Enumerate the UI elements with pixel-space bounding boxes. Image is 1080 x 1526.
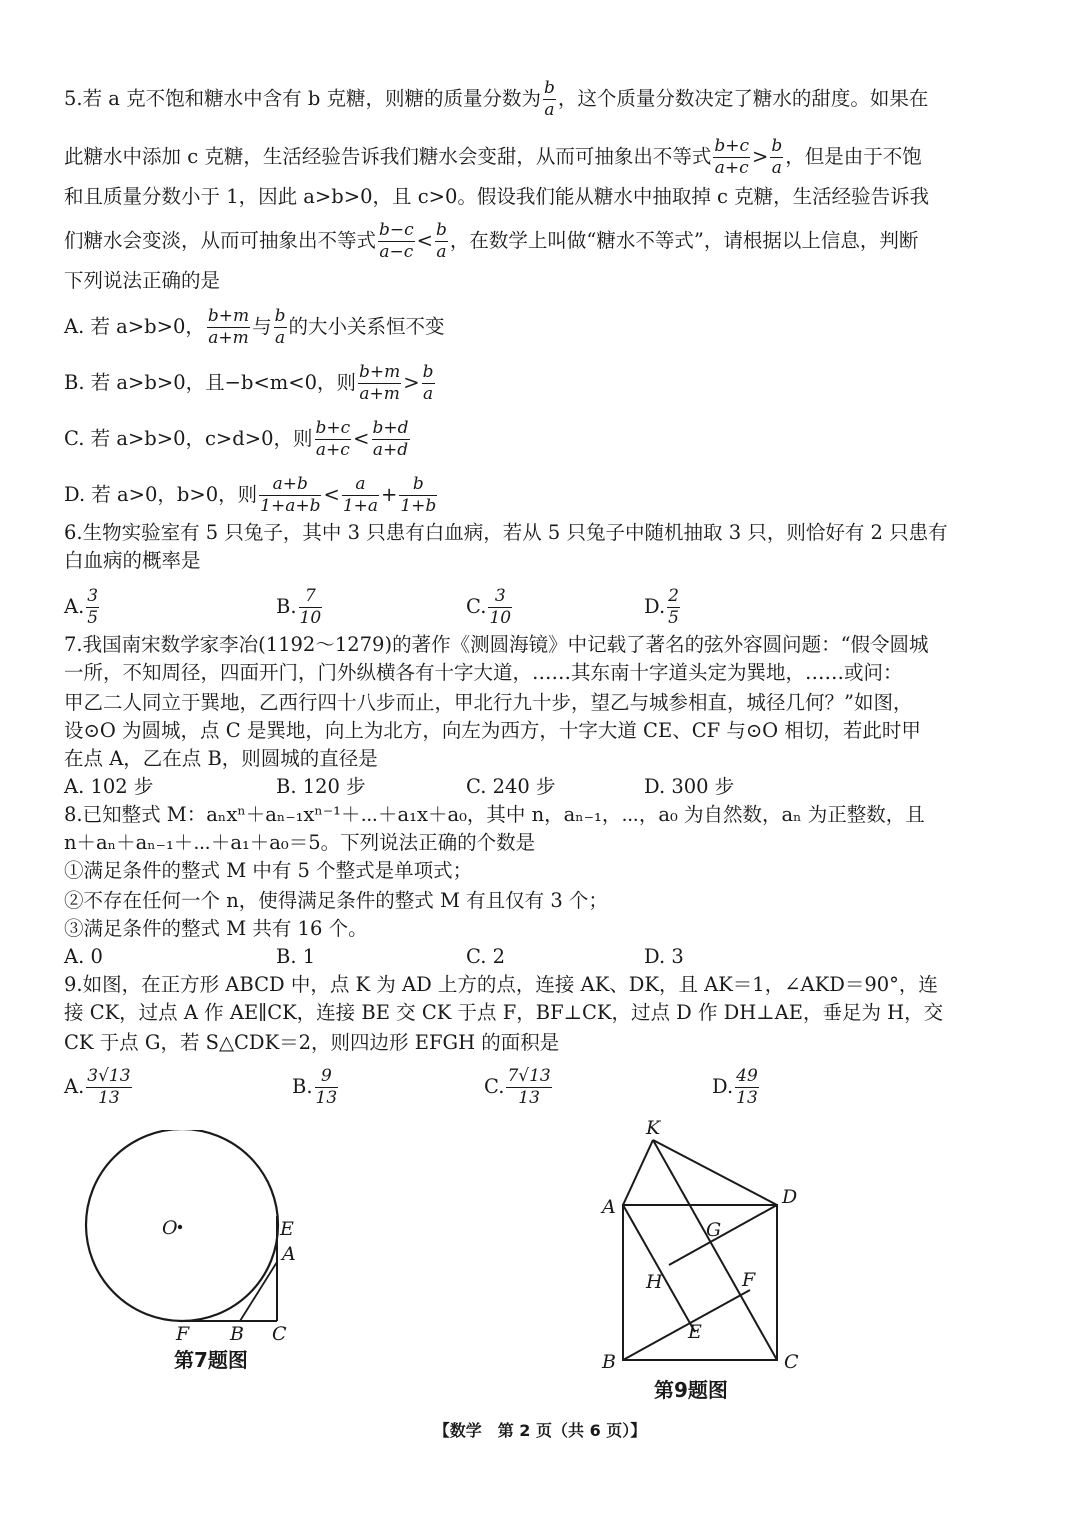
line-ae (623, 1205, 695, 1332)
q9-line-3: CK 于点 G，若 S△CDK＝2，则四边形 EFGH 的面积是 (64, 1031, 560, 1054)
q6-line-2: 白血病的概率是 (64, 549, 201, 572)
q9-line-1: 9.如图，在正方形 ABCD 中，点 K 为 AD 上方的点，连接 AK、DK，且 AK＝1，∠AKD＝90°，连 (64, 973, 938, 996)
q8-line-5: ③满足条件的整式 M 共有 16 个。 (64, 917, 368, 940)
circle-o (86, 1130, 278, 1321)
fraction: $\frac{b}{a}$ (544, 78, 555, 120)
figure-7 (70, 1130, 330, 1380)
label-b: B (602, 1351, 616, 1370)
q6-option-b: B. $\frac{7}{10}$ (276, 586, 322, 628)
figure-7-caption: 第7题图 (174, 1348, 248, 1372)
q7-line-1: 7.我国南宋数学家李冶(1192～1279)的著作《测圆海镜》中记载了著名的弦外容圆问题：“假令圆城 (64, 633, 929, 656)
label-c: C (784, 1351, 799, 1370)
q6-option-a: A. $\frac{3}{5}$ (64, 586, 99, 628)
q7-option-d: D. 300 步 (644, 775, 735, 798)
q7-line-3: 甲乙二人同立于巽地，乙西行四十八步而止，甲北行九十步，望乙与城参相直，城径几何？”如图， (64, 691, 913, 714)
q7-line-4: 设⊙O 为圆城，点 C 是巽地，向上为北方，向左为西方，十字大道 CE、CF 与⊙O 相切，若此时甲 (64, 719, 921, 742)
q8-line-3: ①满足条件的整式 M 中有 5 个整式是单项式； (64, 859, 473, 882)
line-ak (623, 1140, 653, 1205)
q5-line-2: 此糖水中添加 c 克糖，生活经验告诉我们糖水会变甜，从而可抽象出不等式 $\frac{b+c}{a+c}$ > $\frac{b}{a}$ ，但是由于不饱 (64, 136, 922, 178)
label-c: C (272, 1323, 287, 1345)
label-a: A (602, 1196, 616, 1218)
q9-option-d: D. $\frac{49}{13}$ (712, 1066, 758, 1108)
q5-line-1: 5.若 a 克不饱和糖水中含有 b 克糖，则糖的质量分数为 $\frac{b}{a}$ ，这个质量分数决定了糖水的甜度。如果在 (64, 78, 929, 120)
q9-option-a: A. $\frac{3√13}{13}$ (64, 1066, 131, 1108)
q8-line-1: 8.已知整式 M：aₙxⁿ＋aₙ₋₁xⁿ⁻¹＋⋯＋a₁x＋a₀，其中 n，aₙ₋₁，⋯，a₀ 为自然数，aₙ 为正整数，且 (64, 803, 925, 826)
q5-option-a: A. 若 a>b>0， $\frac{b+m}{a+m}$ 与 $\frac{b}{a}$ 的大小关系恒不变 (64, 306, 445, 348)
center-point (178, 1225, 182, 1229)
label-o: O (162, 1217, 178, 1239)
q7-line-5: 在点 A，乙在点 B，则圆城的直径是 (64, 747, 378, 770)
q7-option-b: B. 120 步 (276, 775, 366, 798)
q5-option-c: C. 若 a>b>0，c>d>0，则 $\frac{b+c}{a+c}$ < $\frac{b+d}{a+d}$ (64, 418, 409, 460)
q5-option-b: B. 若 a>b>0，且−b<m<0，则 $\frac{b+m}{a+m}$ > $\frac{b}{a}$ (64, 362, 434, 404)
label-f: F (742, 1269, 756, 1291)
line-dh (669, 1205, 777, 1265)
label-g: G (706, 1219, 722, 1241)
label-e: E (688, 1321, 702, 1343)
q8-option-c: C. 2 (466, 945, 506, 968)
page-footer: 【数学 第 2 页（共 6 页）】 (433, 1421, 647, 1440)
line-be (623, 1290, 750, 1360)
q5-option-d: D. 若 a>0，b>0，则 $\frac{a+b}{1+a+b}$ < $\frac{a}{1+a}$ + $\frac{b}{1+b}$ (64, 474, 437, 516)
figure-9-caption: 第9题图 (654, 1378, 728, 1402)
q8-option-a: A. 0 (64, 945, 103, 968)
q9-line-2: 接 CK，过点 A 作 AE∥CK，连接 BE 交 CK 于点 F，BF⊥CK，过点 D 作 DH⊥AE，垂足为 H，交 (64, 1001, 944, 1024)
q5-line-5: 下列说法正确的是 (64, 269, 221, 292)
q8-option-d: D. 3 (644, 945, 684, 968)
figure-9 (590, 1110, 820, 1370)
line-ab (240, 1262, 277, 1321)
q6-line-1: 6.生物实验室有 5 只兔子，其中 3 只患有白血病，若从 5 只兔子中随机抽取 3 只，则恰好有 2 只患有 (64, 521, 948, 544)
q6-option-c: C. $\frac{3}{10}$ (466, 586, 512, 628)
label-a: A (282, 1243, 296, 1265)
q8-line-4: ②不存在任何一个 n，使得满足条件的整式 M 有且仅有 3 个； (64, 889, 608, 912)
q8-option-b: B. 1 (276, 945, 316, 968)
q8-line-2: n＋aₙ＋aₙ₋₁＋⋯＋a₁＋a₀＝5。下列说法正确的个数是 (64, 831, 536, 854)
q6-option-d: D. $\frac{2}{5}$ (644, 586, 679, 628)
label-h: H (646, 1271, 663, 1293)
q7-option-c: C. 240 步 (466, 775, 556, 798)
label-e: E (280, 1218, 294, 1240)
q9-option-b: B. $\frac{9}{13}$ (292, 1066, 338, 1108)
label-d: D (782, 1186, 798, 1208)
label-k: K (646, 1117, 661, 1139)
q9-option-c: C. $\frac{7√13}{13}$ (484, 1066, 551, 1108)
q5-line-4: 们糖水会变淡，从而可抽象出不等式 $\frac{b-c}{a-c}$ < $\frac{b}{a}$ ，在数学上叫做“糖水不等式”，请根据以上信息，判断 (64, 220, 919, 262)
q7-line-2: 一所，不知周径，四面开门，门外纵横各有十字大道，……其东南十字道头定为巽地，……或问： (64, 661, 903, 684)
q5-line-3: 和且质量分数小于 1，因此 a>b>0，且 c>0。假设我们能从糖水中抽取掉 c 克糖，生活经验告诉我 (64, 185, 930, 208)
q7-option-a: A. 102 步 (64, 775, 154, 798)
label-b: B (230, 1323, 244, 1345)
label-f: F (176, 1323, 190, 1345)
